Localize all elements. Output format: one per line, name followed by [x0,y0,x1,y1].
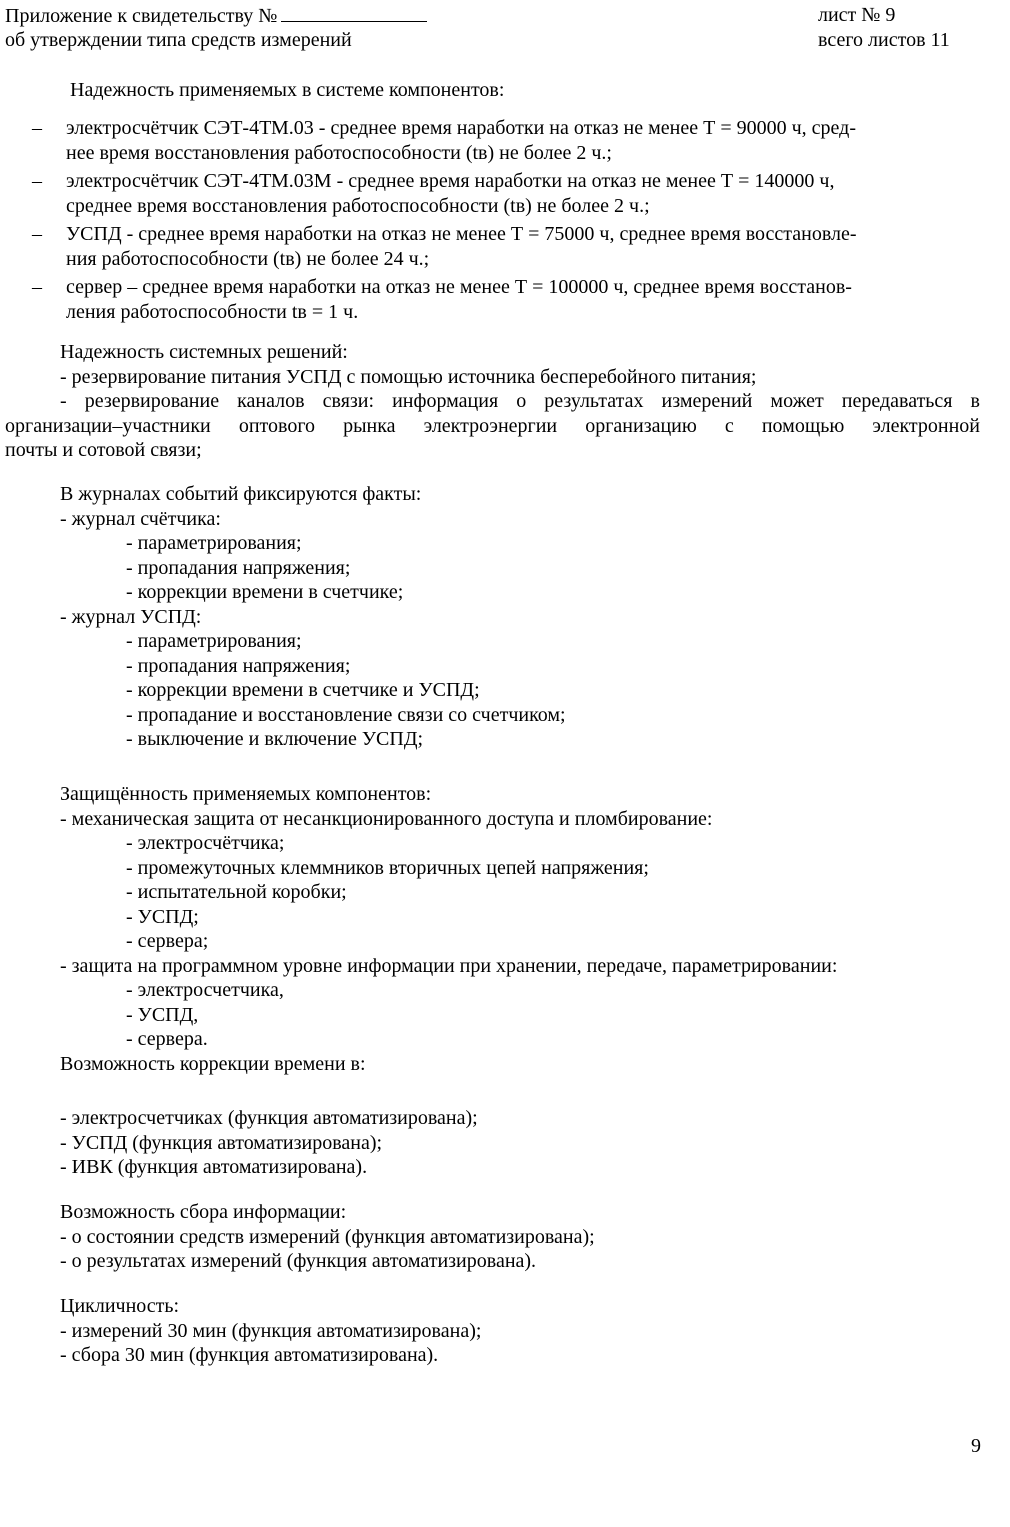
item-line: электросчётчик СЭТ-4ТМ.03М - среднее время наработки на отказ не менее Т = 140000 ч, [66,170,835,192]
log-item: - пропадания напряжения; [126,654,351,677]
section-title: Возможность сбора информации: [60,1201,347,1223]
system-reliability-section [0,340,1010,463]
time-correction-item: - ИВК (функция автоматизирована). [60,1156,368,1178]
protection-item: - промежуточных клеммников вторичных цепей напряжения; [126,856,649,879]
log-item: - параметрирования; [126,630,302,652]
item-line: сервер – среднее время наработки на отказ не менее Т = 100000 ч, среднее время восстанов- [66,276,852,298]
section-title: Надежность системных решений: [60,341,348,363]
total-sheets: всего листов 11 [818,29,950,51]
software-protection-label: - защита на программном уровне информации при хранении, передаче, параметрировании: [60,954,838,977]
data-collection-section [0,1200,1010,1274]
list-item [0,169,1010,218]
certificate-appendix-line [5,3,427,28]
log-item: - коррекции времени в счетчике; [126,581,404,603]
header-right [818,3,950,53]
reliability-components-list [0,116,1010,324]
protection-item: - УСПД, [126,1003,199,1026]
time-correction-item: - электросчетчиках (функция автоматизирована); [60,1107,478,1129]
protection-item: - электросчётчика; [126,832,285,854]
meter-log-label: - журнал счётчика: [60,507,221,530]
event-logs-section [0,482,1010,752]
dash-bullet-icon: – [32,117,42,139]
certificate-number-blank [281,3,427,22]
uspd-log-label: - журнал УСПД: [60,605,202,628]
sheet-number: лист № 9 [818,4,896,26]
section-title: Защищённость применяемых компонентов: [60,783,432,805]
protection-item: - электросчетчика, [126,979,284,1001]
time-correction-title: Возможность коррекции времени в: [60,1052,366,1075]
dash-bullet-icon: – [32,170,42,192]
header-left [5,3,427,53]
section-title: Надежность применяемых в системе компонентов: [70,79,505,101]
item-line: нее время восстановления работоспособности (tв) не более 2 ч.; [66,141,612,164]
channel-backup-line3: почты и сотовой связи; [5,439,202,461]
page-number: 9 [971,1435,981,1457]
dash-bullet-icon: – [32,223,42,245]
reliability-components-section [0,78,1010,103]
list-item [0,275,1010,324]
log-item: - пропадания напряжения; [126,556,351,579]
list-item [0,116,1010,165]
channel-backup-line1: - резервирование каналов связи: информация о результатах измерений может передаваться в [60,390,980,412]
section-title: В журналах событий фиксируются факты: [60,483,422,505]
type-approval-line: об утверждении типа средств измерений [5,29,352,51]
protection-item: - испытательной коробки; [126,881,347,903]
cyclicity-item: - сбора 30 мин (функция автоматизирована). [60,1344,439,1366]
section-title: Цикличность: [60,1295,180,1317]
power-backup-item: - резервирование питания УСПД с помощью источника бесперебойного питания; [60,365,757,388]
item-line: ния работоспособности (tв) не более 24 ч.; [66,247,430,270]
collection-item: - о результатах измерений (функция автоматизирована). [60,1250,537,1272]
channel-backup-line2: организации–участники оптового рынка электроэнергии организацию с помощью электронной [5,414,980,437]
item-line: ления работоспособности tв = 1 ч. [66,300,359,323]
cyclicity-section [0,1294,1010,1368]
protection-item: - сервера; [126,930,209,952]
protection-item: - УСПД; [126,905,199,928]
item-line: электросчётчик СЭТ-4ТМ.03 - среднее время наработки на отказ не менее Т = 90000 ч, сред- [66,117,856,139]
protection-section [0,782,1010,1076]
list-item [0,222,1010,271]
item-line: среднее время восстановления работоспособности (tв) не более 2 ч.; [66,194,650,217]
log-item: - параметрирования; [126,532,302,554]
mechanical-protection-label: - механическая защита от несанкционированного доступа и пломбирование: [60,807,713,830]
dash-bullet-icon: – [32,276,42,298]
appendix-label: Приложение к свидетельству № [5,5,278,27]
item-line: УСПД - среднее время наработки на отказ не менее Т = 75000 ч, среднее время восстановле- [66,223,857,245]
log-item: - выключение и включение УСПД; [126,728,424,750]
log-item: - пропадание и восстановление связи со счетчиком; [126,703,566,726]
log-item: - коррекции времени в счетчике и УСПД; [126,679,480,701]
cyclicity-item: - измерений 30 мин (функция автоматизирована); [60,1319,482,1342]
time-correction-item: - УСПД (функция автоматизирована); [60,1131,383,1154]
protection-item: - сервера. [126,1028,208,1050]
time-correction-section [0,1106,1010,1180]
collection-item: - о состоянии средств измерений (функция автоматизирована); [60,1225,595,1248]
